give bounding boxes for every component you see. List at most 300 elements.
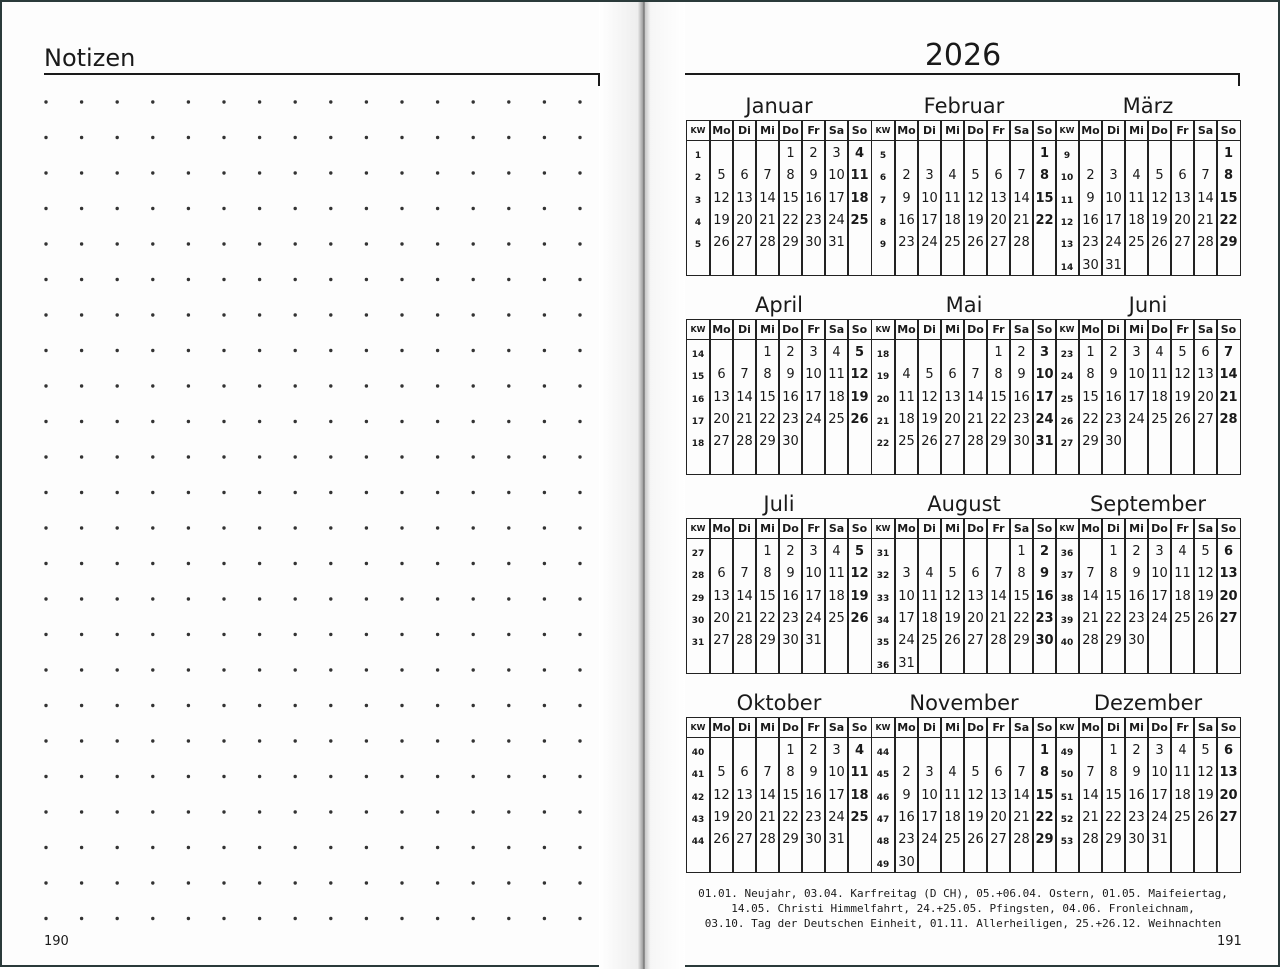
day-cell: 21 [1219, 389, 1238, 405]
grid-dot [187, 526, 190, 529]
day-cell: 20 [713, 610, 730, 626]
grid-dot [507, 562, 510, 565]
day-cell: 19 [850, 389, 869, 405]
day-cell: 30 [1035, 633, 1054, 649]
week-number: 12 [1060, 217, 1074, 228]
grid-dot [151, 881, 154, 884]
week-number: 29 [691, 593, 705, 604]
day-cell: 17 [1105, 212, 1122, 228]
grid-dot [543, 384, 546, 387]
month-table [1055, 518, 1241, 674]
day-cell: 20 [944, 411, 961, 427]
day-cell: 7 [1086, 765, 1095, 781]
day-cell: 11 [898, 389, 915, 405]
grid-dot [151, 597, 154, 600]
weekday-header: Do [967, 721, 984, 734]
day-cell: 28 [990, 633, 1007, 649]
grid-dot [543, 562, 546, 565]
day-cell: 12 [850, 566, 869, 582]
grid-dot [400, 349, 403, 352]
grid-dot [116, 384, 119, 387]
day-cell: 17 [828, 190, 845, 206]
grid-dot [222, 384, 225, 387]
grid-dot [187, 633, 190, 636]
grid-dot [578, 455, 581, 458]
grid-dot [44, 775, 47, 778]
day-cell: 1 [1039, 743, 1050, 758]
day-cell: 28 [967, 434, 984, 450]
day-cell: 17 [1035, 389, 1054, 405]
grid-dot [507, 633, 510, 636]
month-table [686, 319, 872, 475]
day-cell: 19 [944, 610, 961, 626]
grid-dot [222, 846, 225, 849]
day-cell: 1 [1086, 345, 1095, 360]
day-cell: 24 [805, 411, 822, 427]
grid-dot [258, 207, 261, 210]
week-number: 14 [1060, 262, 1074, 273]
week-number: 4 [694, 217, 702, 228]
day-cell: 15 [759, 588, 776, 604]
grid-dot [294, 100, 297, 103]
day-cell: 12 [713, 190, 730, 206]
month-name: Juli [763, 492, 795, 516]
grid-dot [543, 633, 546, 636]
day-cell: 27 [1219, 610, 1238, 626]
day-cell: 13 [736, 787, 753, 803]
grid-dot [365, 597, 368, 600]
weekday-header: Do [782, 323, 799, 336]
week-number: 49 [1060, 748, 1074, 758]
day-cell: 12 [967, 787, 984, 803]
day-cell: 26 [850, 411, 869, 427]
month-name: März [1122, 94, 1174, 118]
day-cell: 29 [1219, 235, 1238, 251]
weekday-header: Fr [807, 721, 820, 734]
day-cell: 18 [944, 212, 961, 228]
day-cell: 4 [948, 168, 957, 184]
day-cell: 30 [1128, 832, 1145, 848]
grid-dot [222, 207, 225, 210]
grid-dot [294, 562, 297, 565]
day-cell: 30 [1105, 434, 1122, 450]
month-name: April [755, 293, 803, 317]
grid-dot [294, 810, 297, 813]
day-cell: 15 [1105, 787, 1122, 803]
grid-dot [151, 633, 154, 636]
week-number: 31 [691, 638, 705, 649]
grid-dot [578, 242, 581, 245]
day-cell: 29 [990, 434, 1007, 450]
grid-dot [329, 881, 332, 884]
grid-dot [151, 846, 154, 849]
day-cell: 7 [740, 367, 749, 383]
month-table [871, 319, 1057, 475]
day-cell: 19 [1197, 588, 1214, 604]
day-cell: 1 [763, 544, 772, 559]
month-name: Mai [945, 293, 983, 317]
grid-dot [578, 207, 581, 210]
month-table [1055, 319, 1241, 475]
day-cell: 30 [1013, 434, 1030, 450]
grid-dot [44, 278, 47, 281]
grid-dot [436, 668, 439, 671]
day-cell: 11 [1174, 566, 1191, 582]
grid-dot [400, 739, 403, 742]
day-cell: 15 [1219, 190, 1238, 206]
day-cell: 14 [1219, 367, 1238, 383]
day-cell: 25 [898, 434, 915, 450]
grid-dot [400, 100, 403, 103]
day-cell: 22 [759, 610, 776, 626]
weekday-header: Mo [712, 323, 731, 336]
day-cell: 13 [990, 787, 1007, 803]
week-number: 6 [879, 173, 887, 184]
grid-dot [116, 242, 119, 245]
grid-dot [44, 881, 47, 884]
grid-dot [578, 562, 581, 565]
grid-dot [436, 526, 439, 529]
weekday-header: So [851, 721, 868, 734]
grid-dot [258, 846, 261, 849]
weekday-header: Do [1151, 323, 1168, 336]
day-cell: 26 [713, 832, 730, 848]
grid-dot [44, 349, 47, 352]
weekday-header: Do [782, 124, 799, 137]
grid-dot [44, 917, 47, 920]
month-name: Oktober [736, 691, 822, 715]
grid-dot [222, 242, 225, 245]
day-cell: 29 [1013, 633, 1030, 649]
day-cell: 9 [786, 367, 795, 383]
grid-dot [222, 349, 225, 352]
grid-dot [151, 420, 154, 423]
day-cell: 11 [828, 367, 845, 383]
day-cell: 14 [1197, 190, 1214, 206]
week-number: 21 [876, 416, 890, 427]
grid-dot [472, 526, 475, 529]
month-name: September [1089, 492, 1207, 516]
weekday-header: Sa [1197, 522, 1214, 535]
day-cell: 31 [1151, 832, 1168, 848]
grid-dot [116, 100, 119, 103]
grid-dot [80, 810, 83, 813]
day-cell: 6 [740, 765, 749, 781]
day-cell: 2 [809, 146, 818, 161]
grid-dot [578, 597, 581, 600]
grid-dot [44, 562, 47, 565]
day-cell: 17 [1151, 588, 1168, 604]
grid-dot [80, 207, 83, 210]
day-cell: 30 [782, 434, 799, 450]
grid-dot [329, 633, 332, 636]
day-cell: 23 [1105, 411, 1122, 427]
year-title-rule-tick [1238, 73, 1240, 86]
grid-dot [507, 171, 510, 174]
weekday-header: So [1220, 721, 1237, 734]
year-title-rule [685, 73, 1240, 75]
grid-dot [472, 100, 475, 103]
day-cell: 3 [832, 743, 841, 758]
grid-dot [151, 704, 154, 707]
grid-dot [258, 881, 261, 884]
grid-dot [222, 668, 225, 671]
day-cell: 7 [1086, 566, 1095, 582]
grid-dot [258, 136, 261, 139]
grid-dot [507, 491, 510, 494]
day-cell: 29 [782, 832, 799, 848]
week-number: 18 [691, 439, 705, 450]
day-cell: 27 [1174, 235, 1191, 251]
grid-dot [80, 242, 83, 245]
grid-dot [44, 846, 47, 849]
day-cell: 9 [1039, 566, 1050, 582]
grid-dot [543, 313, 546, 316]
day-cell: 22 [1035, 212, 1054, 228]
grid-dot [543, 171, 546, 174]
week-number: 46 [876, 792, 890, 803]
day-cell: 20 [1219, 588, 1238, 604]
grid-dot [507, 313, 510, 316]
grid-dot [400, 420, 403, 423]
grid-dot [472, 491, 475, 494]
grid-dot [151, 278, 154, 281]
grid-dot [578, 704, 581, 707]
weekday-header: Di [923, 522, 936, 535]
grid-dot [329, 242, 332, 245]
day-cell: 21 [736, 411, 753, 427]
grid-dot [151, 775, 154, 778]
day-cell: 24 [1151, 809, 1168, 825]
grid-dot [80, 668, 83, 671]
day-cell: 24 [1105, 235, 1122, 251]
grid-dot [365, 562, 368, 565]
day-cell: 1 [786, 743, 795, 758]
day-cell: 8 [786, 765, 795, 781]
grid-dot [365, 526, 368, 529]
grid-dot [222, 420, 225, 423]
grid-dot [294, 136, 297, 139]
grid-dot [80, 917, 83, 920]
day-cell: 25 [828, 411, 845, 427]
grid-dot [578, 313, 581, 316]
holidays-line: 01.01. Neujahr, 03.04. Karfreitag (D CH), 05.+06.04. Ostern, 01.05. Maifeiertag, [698, 887, 1228, 900]
day-cell: 9 [902, 787, 911, 803]
grid-dot [472, 810, 475, 813]
week-number: 40 [1060, 638, 1074, 649]
grid-dot [44, 136, 47, 139]
day-cell: 12 [944, 588, 961, 604]
grid-dot [436, 136, 439, 139]
day-cell: 16 [1013, 389, 1030, 405]
grid-dot [472, 278, 475, 281]
weekday-header: Di [738, 522, 751, 535]
grid-dot [329, 704, 332, 707]
grid-dot [222, 100, 225, 103]
day-cell: 27 [713, 633, 730, 649]
weekday-header: Di [1107, 721, 1120, 734]
grid-dot [116, 313, 119, 316]
grid-dot [222, 313, 225, 316]
grid-dot [116, 881, 119, 884]
grid-dot [222, 810, 225, 813]
day-cell: 10 [1151, 566, 1168, 582]
week-number-header: KW [1059, 126, 1075, 135]
grid-dot [80, 384, 83, 387]
weekday-header: Di [738, 124, 751, 137]
day-cell: 4 [1178, 544, 1187, 559]
grid-dot [222, 739, 225, 742]
day-cell: 13 [944, 389, 961, 405]
day-cell: 2 [1109, 345, 1118, 360]
grid-dot [543, 846, 546, 849]
week-number: 50 [1060, 770, 1074, 781]
weekday-header: Mi [760, 323, 775, 336]
week-number: 22 [876, 439, 890, 450]
day-cell: 17 [1128, 389, 1145, 405]
grid-dot [400, 881, 403, 884]
month-table [871, 120, 1057, 276]
day-cell: 28 [1197, 235, 1214, 251]
day-cell: 16 [898, 212, 915, 228]
month-name: Januar [745, 94, 813, 118]
week-number: 8 [879, 217, 887, 228]
grid-dot [436, 207, 439, 210]
day-cell: 27 [713, 434, 730, 450]
grid-dot [329, 349, 332, 352]
day-cell: 8 [763, 566, 772, 582]
day-cell: 27 [990, 235, 1007, 251]
grid-dot [400, 171, 403, 174]
grid-dot [116, 633, 119, 636]
grid-dot [329, 668, 332, 671]
month-table [871, 518, 1057, 674]
grid-dot [507, 668, 510, 671]
day-cell: 14 [1013, 787, 1030, 803]
grid-dot [151, 562, 154, 565]
grid-dot [400, 562, 403, 565]
grid-dot [329, 455, 332, 458]
weekday-header: Mo [1081, 721, 1100, 734]
grid-dot [151, 739, 154, 742]
day-cell: 24 [1035, 411, 1054, 427]
grid-dot [578, 668, 581, 671]
weekday-header: Mi [945, 721, 960, 734]
day-cell: 30 [1128, 633, 1145, 649]
grid-dot [258, 491, 261, 494]
week-number: 7 [879, 195, 887, 206]
grid-dot [436, 384, 439, 387]
week-number: 44 [876, 748, 890, 758]
day-cell: 23 [1128, 809, 1145, 825]
day-cell: 3 [925, 168, 934, 184]
day-cell: 7 [1201, 168, 1210, 184]
weekday-header: Fr [1176, 522, 1189, 535]
day-cell: 22 [1105, 809, 1122, 825]
grid-dot [436, 420, 439, 423]
grid-dot [400, 597, 403, 600]
day-cell: 12 [967, 190, 984, 206]
day-cell: 24 [898, 633, 915, 649]
day-cell: 13 [713, 389, 730, 405]
weekday-header: Fr [992, 721, 1005, 734]
day-cell: 22 [990, 411, 1007, 427]
day-cell: 7 [763, 168, 772, 184]
day-cell: 28 [759, 235, 776, 251]
grid-dot [294, 597, 297, 600]
grid-dot [222, 526, 225, 529]
grid-dot [44, 810, 47, 813]
day-cell: 15 [990, 389, 1007, 405]
day-cell: 20 [967, 610, 984, 626]
weekday-header: Mi [945, 323, 960, 336]
day-cell: 16 [805, 787, 822, 803]
day-cell: 27 [967, 633, 984, 649]
grid-dot [222, 562, 225, 565]
day-cell: 1 [1109, 743, 1118, 758]
week-number: 41 [691, 770, 705, 781]
weekday-header: Mo [1081, 124, 1100, 137]
day-cell: 3 [1155, 544, 1164, 559]
grid-dot [294, 491, 297, 494]
grid-dot [258, 775, 261, 778]
day-cell: 4 [1132, 168, 1141, 184]
day-cell: 8 [1086, 367, 1095, 383]
grid-dot [44, 207, 47, 210]
day-cell: 24 [921, 832, 938, 848]
day-cell: 27 [944, 434, 961, 450]
day-cell: 2 [1017, 345, 1026, 360]
day-cell: 11 [1128, 190, 1145, 206]
grid-dot [543, 704, 546, 707]
day-cell: 15 [782, 190, 799, 206]
day-cell: 16 [1105, 389, 1122, 405]
day-cell: 5 [1201, 544, 1210, 559]
week-number: 25 [1060, 394, 1074, 405]
grid-dot [187, 810, 190, 813]
grid-dot [80, 526, 83, 529]
day-cell: 10 [1035, 367, 1054, 383]
weekday-header: Do [967, 124, 984, 137]
grid-dot [187, 775, 190, 778]
weekday-header: Mo [1081, 522, 1100, 535]
grid-dot [436, 739, 439, 742]
day-cell: 27 [990, 832, 1007, 848]
grid-dot [80, 562, 83, 565]
grid-dot [116, 846, 119, 849]
right-page-number: 191 [1217, 934, 1242, 949]
grid-dot [543, 491, 546, 494]
day-cell: 10 [828, 765, 845, 781]
day-cell: 19 [713, 212, 730, 228]
day-cell: 12 [1197, 765, 1214, 781]
week-number: 11 [1060, 195, 1074, 206]
grid-dot [187, 242, 190, 245]
holidays-list [685, 886, 1241, 931]
grid-dot [44, 455, 47, 458]
day-cell: 26 [944, 633, 961, 649]
weekday-header: Mo [897, 323, 916, 336]
week-number: 19 [876, 372, 890, 383]
week-number: 5 [694, 240, 702, 251]
day-cell: 29 [1105, 633, 1122, 649]
day-cell: 5 [948, 566, 957, 582]
day-cell: 1 [763, 345, 772, 360]
grid-dot [294, 526, 297, 529]
day-cell: 21 [1013, 212, 1030, 228]
day-cell: 9 [902, 190, 911, 206]
grid-dot [365, 668, 368, 671]
